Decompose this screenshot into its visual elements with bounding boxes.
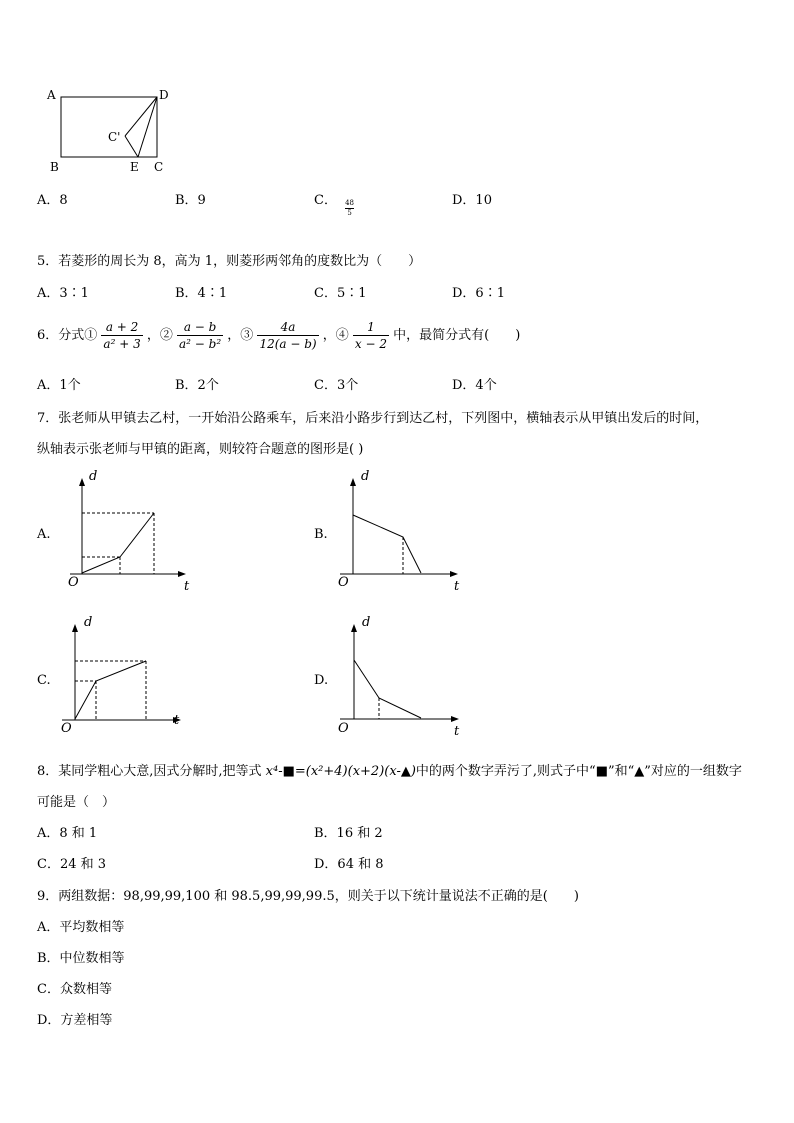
q6-sep-2: ，② [146,328,173,343]
q6-fraction-1: $\frac{a + 2}{\text{a² + 3}}$ [103,320,141,351]
label-d: D [159,88,169,102]
q9-stem: 9．两组数据：98,99,99,100 和 98.5,99,99,99.5，则关于以下统计量说法不正确的是( ) [37,889,579,904]
q6-fraction-4: $\frac{1}{x - 2}$ [354,320,387,351]
q6-sep-3: ，③ [227,328,254,343]
graph-c-y-label: d [84,615,93,630]
graph-b-option-label: B. [314,527,328,542]
q8-option-c[interactable]: C．24 和 3 [37,857,107,872]
graph-d-x-arrow [451,716,459,722]
graph-d-option-label: D. [314,673,329,688]
q4-option-b[interactable]: B．9 [175,193,206,208]
q6-suffix: 中，最简分式有( ) [393,328,521,343]
graph-c-x-label: t [174,713,180,728]
q6-fraction-2: $\frac{a - b}{\text{a² − b²}}$ [179,320,222,351]
q8-option-b[interactable]: B．16 和 2 [314,826,383,841]
q4-option-c-num: 48 [345,199,355,207]
q9-option-b[interactable]: B．中位数相等 [37,951,125,966]
q8-stem-line2: 可能是（ ） [37,795,116,810]
q7-stem-line2: 纵轴表示张老师与甲镇的距离，则较符合题意的图形是( ) [37,442,364,457]
graph-a-x-label: t [184,579,190,594]
q8-stem-a: 8．某同学粗心大意,因式分解时,把等式 [37,764,266,779]
q7-stem-line1: 7．张老师从甲镇去乙村，一开始沿公路乘车，后来沿小路步行到达乙村，下列图中，横轴表示从甲镇出发后的时间， [37,411,709,426]
q5-option-d[interactable]: D．6∶1 [452,286,505,301]
label-cprime: C' [108,130,121,144]
q4-option-c-prefix: C． [314,193,337,208]
graph-c-option-label: C. [37,673,51,688]
graph-b-x-label: t [454,579,460,594]
label-e: E [130,160,139,174]
q8-option-d[interactable]: D．64 和 8 [314,857,384,872]
graph-d-curve [354,660,421,718]
graph-a-y-label: d [89,469,98,484]
graph-c-origin: O [61,721,72,736]
q6-option-a[interactable]: A．1个 [37,378,81,393]
q8-option-a[interactable]: A．8 和 1 [37,826,98,841]
label-b: B [50,160,59,174]
q9-option-c[interactable]: C．众数相等 [37,982,112,997]
q4-option-d[interactable]: D．10 [452,193,492,208]
graph-b-origin: O [338,575,349,590]
q6-fraction-3: $\frac{4a}{12(a - b)}$ [259,320,317,351]
graph-d-y-label: d [362,615,371,630]
q5-stem: 5．若菱形的周长为 8，高为 1，则菱形两邻角的度数比为（ ） [37,254,422,269]
graph-a-origin: O [68,575,79,590]
q6-prefix: 6．分式① [37,328,98,343]
q9-option-d[interactable]: D．方差相等 [37,1013,113,1028]
graph-a-option-label: A. [37,527,51,542]
q6-option-c[interactable]: C．3个 [314,378,359,393]
q5-option-c[interactable]: C．5∶1 [314,286,367,301]
q9-option-a[interactable]: A．平均数相等 [37,920,125,935]
label-a: A [47,88,56,102]
q8-stem-b: 中的两个数字弄污了,则式子中“■”和“▲”对应的一组数字 [415,764,742,779]
q4-option-c-den: 5 [347,209,352,217]
q8-stem-line1 [37,760,742,779]
q4-option-a[interactable]: A．8 [37,193,68,208]
q8-stem-math: x⁴-■=(x²+4)(x+2)(x-▲) [265,764,416,779]
graph-b-y-label: d [361,469,370,484]
q5-option-b[interactable]: B．4∶1 [175,286,228,301]
graph-d-x-label: t [454,724,460,739]
graph-d-origin: O [338,721,349,736]
label-c: C [154,160,164,174]
q6-sep-4: ，④ [322,328,349,343]
graph-d-y-arrow [351,624,357,632]
q5-option-a[interactable]: A．3∶1 [37,286,89,301]
q6-option-d[interactable]: D．4个 [452,378,497,393]
q6-option-b[interactable]: B．2个 [175,378,219,393]
